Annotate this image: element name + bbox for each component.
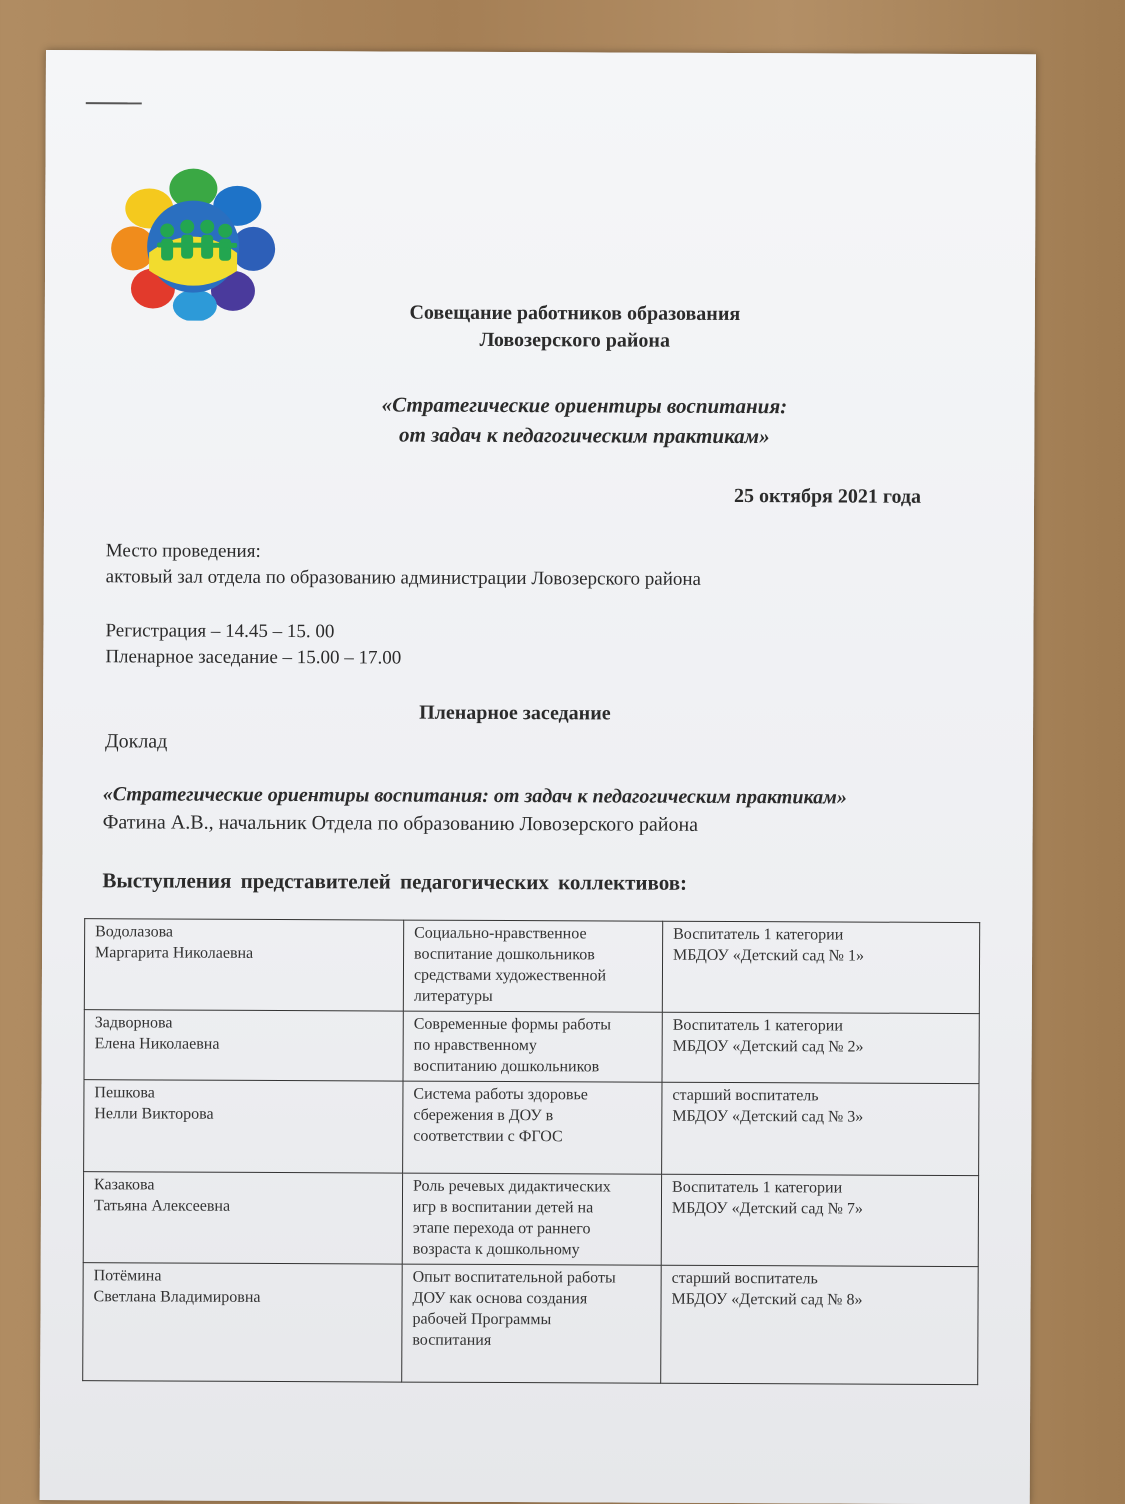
speaker-surname: Задворнова xyxy=(94,1014,173,1032)
schedule-block xyxy=(105,618,401,671)
speaker-institution: МБДОУ «Детский сад № 3» xyxy=(672,1107,864,1126)
speaker-topic-cell xyxy=(402,1173,661,1265)
meeting-theme-line-2: от задач к педагогическим практикам» xyxy=(398,422,770,449)
venue-value: актовый зал отдела по образованию администрации Ловозерского района xyxy=(105,566,702,590)
speaker-name-cell xyxy=(84,919,403,1011)
report-block xyxy=(103,780,847,839)
topic-line: Система работы здоровье xyxy=(413,1085,588,1104)
meeting-title-line-1: Совещание работников образования xyxy=(409,301,741,326)
topic-line: воспитанию дошкольников xyxy=(413,1057,600,1076)
speaker-surname: Потёмина xyxy=(93,1267,162,1285)
topic-line: воспитание дошкольников xyxy=(414,945,595,964)
speaker-institution: МБДОУ «Детский сад № 2» xyxy=(672,1037,864,1056)
table-row xyxy=(83,1172,978,1267)
speaker-name-cell xyxy=(83,1263,403,1382)
speaker-role-cell xyxy=(662,1012,979,1083)
topic-line: по нравственному xyxy=(413,1036,537,1055)
speaker-topic-cell xyxy=(402,1264,662,1383)
topic-line: Опыт воспитательной работы xyxy=(412,1268,616,1287)
speaker-given-name: Маргарита Николаевна xyxy=(95,944,254,962)
speaker-position: Воспитатель 1 категории xyxy=(673,925,844,944)
speakers-heading: Выступления представителей педагогических коллективов: xyxy=(102,868,688,895)
venue-block xyxy=(106,538,702,593)
registration-time: Регистрация – 14.45 – 15. 00 xyxy=(105,620,335,643)
topic-line: Роль речевых дидактических xyxy=(413,1177,611,1196)
plenary-heading: Пленарное заседание xyxy=(419,701,611,725)
speaker-role-cell xyxy=(661,1265,979,1384)
meeting-theme xyxy=(294,389,874,452)
speaker-topic-cell xyxy=(403,1011,662,1082)
page-corner-mark xyxy=(86,102,142,104)
speakers-table xyxy=(82,918,980,1385)
speaker-given-name: Татьяна Алексеевна xyxy=(93,1197,231,1215)
speaker-given-name: Нелли Викторова xyxy=(94,1105,214,1123)
speaker-given-name: Светлана Владимировна xyxy=(93,1288,261,1306)
meeting-title xyxy=(325,299,825,355)
topic-line: воспитания xyxy=(412,1331,492,1349)
meeting-date: 25 октября 2021 года xyxy=(734,485,922,508)
meeting-theme-line-1: «Стратегические ориентиры воспитания: xyxy=(381,392,788,419)
topic-line: игр в воспитании детей на xyxy=(412,1198,594,1217)
table-row xyxy=(84,1010,979,1084)
speaker-topic-cell xyxy=(403,1081,662,1174)
document-page xyxy=(40,50,1036,1504)
topic-line: Социально-нравственное xyxy=(414,924,587,943)
speaker-institution: МБДОУ «Детский сад № 1» xyxy=(673,946,864,965)
speaker-name-cell xyxy=(84,1010,403,1081)
speaker-institution: МБДОУ «Детский сад № 8» xyxy=(671,1290,863,1309)
speaker-institution: МБДОУ «Детский сад № 7» xyxy=(671,1199,863,1218)
table-row xyxy=(84,919,979,1014)
speaker-surname: Пешкова xyxy=(94,1084,155,1102)
speaker-position: Воспитатель 1 категории xyxy=(672,1016,843,1035)
speaker-topic-cell xyxy=(403,920,662,1012)
report-speaker: Фатина А.В., начальник Отдела по образованию Ловозерского района xyxy=(102,811,699,836)
speaker-role-cell xyxy=(662,1082,979,1175)
topic-line: литературы xyxy=(413,987,493,1005)
topic-line: Современные формы работы xyxy=(413,1015,612,1034)
plenary-time: Пленарное заседание – 15.00 – 17.00 xyxy=(105,646,402,669)
table-row xyxy=(83,1263,979,1385)
topic-line: средствами художественной xyxy=(413,966,607,985)
table-row xyxy=(84,1080,979,1176)
topic-line: сбережения в ДОУ в xyxy=(413,1106,554,1125)
speaker-position: старший воспитатель xyxy=(672,1086,819,1105)
topic-line: возраста к дошкольному xyxy=(412,1240,580,1259)
report-title: «Стратегические ориентиры воспитания: от задач к педагогическим практикам» xyxy=(102,783,847,809)
speaker-surname: Казакова xyxy=(94,1176,155,1194)
flower-logo-icon xyxy=(105,160,286,321)
speaker-role-cell xyxy=(662,921,979,1013)
speaker-name-cell xyxy=(84,1080,403,1173)
speaker-position: старший воспитатель xyxy=(671,1269,818,1288)
topic-line: ДОУ как основа создания xyxy=(412,1289,588,1308)
topic-line: рабочей Программы xyxy=(412,1310,552,1329)
speaker-name-cell xyxy=(83,1172,402,1264)
topic-line: соответствии с ФГОС xyxy=(413,1127,563,1146)
speaker-given-name: Елена Николаевна xyxy=(94,1035,220,1053)
meeting-title-line-2: Ловозерского района xyxy=(479,328,671,352)
venue-label: Место проведения: xyxy=(105,540,261,562)
topic-line: этапе перехода от раннего xyxy=(412,1219,591,1238)
report-label: Доклад xyxy=(104,730,168,753)
speaker-surname: Водолазова xyxy=(95,923,174,941)
speaker-position: Воспитатель 1 категории xyxy=(672,1178,843,1197)
speaker-role-cell xyxy=(661,1174,978,1266)
